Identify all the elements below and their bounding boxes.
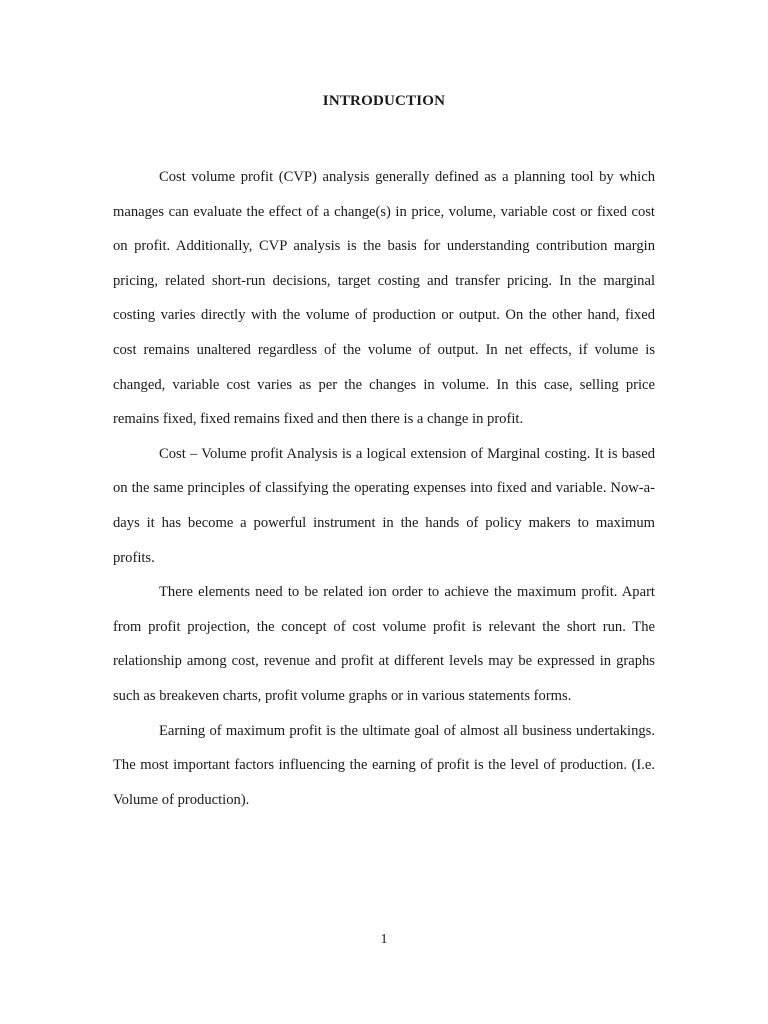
page-title: INTRODUCTION	[322, 93, 446, 109]
page-number: 1	[380, 932, 388, 947]
paragraph-1: Cost volume profit (CVP) analysis generally defined as a planning tool by which manages can evaluate the effect of a change(s) in price, volume, variable cost or fixed cost on profit. Additionally, CVP analysis is the basis for understanding contribution margin pricing, related short-run decisions, target costing and transfer pricing. In the marginal costing varies directly with the volume of production or output. On the other hand, fixed cost remains unaltered regardless of the volume of output. In net effects, if volume is changed, variable cost varies as per the changes in volume. In this case, selling price remains fixed, fixed remains fixed and then there is a change in profit.	[113, 169, 655, 428]
paragraph-3: There elements need to be related ion order to achieve the maximum profit. Apart from profit projection, the concept of cost volume profit is relevant the short run. The relationship among cost, revenue and profit at different levels may be expressed in graphs such as breakeven charts, profit volume graphs or in various statements forms.	[113, 584, 655, 704]
paragraph-2: Cost – Volume profit Analysis is a logical extension of Marginal costing. It is based on the same principles of classifying the operating expenses into fixed and variable. Now-a-days it has become a powerful instrument in the hands of policy makers to maximum profits.	[113, 445, 655, 566]
body-text	[113, 160, 655, 817]
paragraph-4: Earning of maximum profit is the ultimate goal of almost all business undertakings. The most important factors influencing the earning of profit is the level of production. (I.e. Volume of production).	[113, 722, 655, 808]
